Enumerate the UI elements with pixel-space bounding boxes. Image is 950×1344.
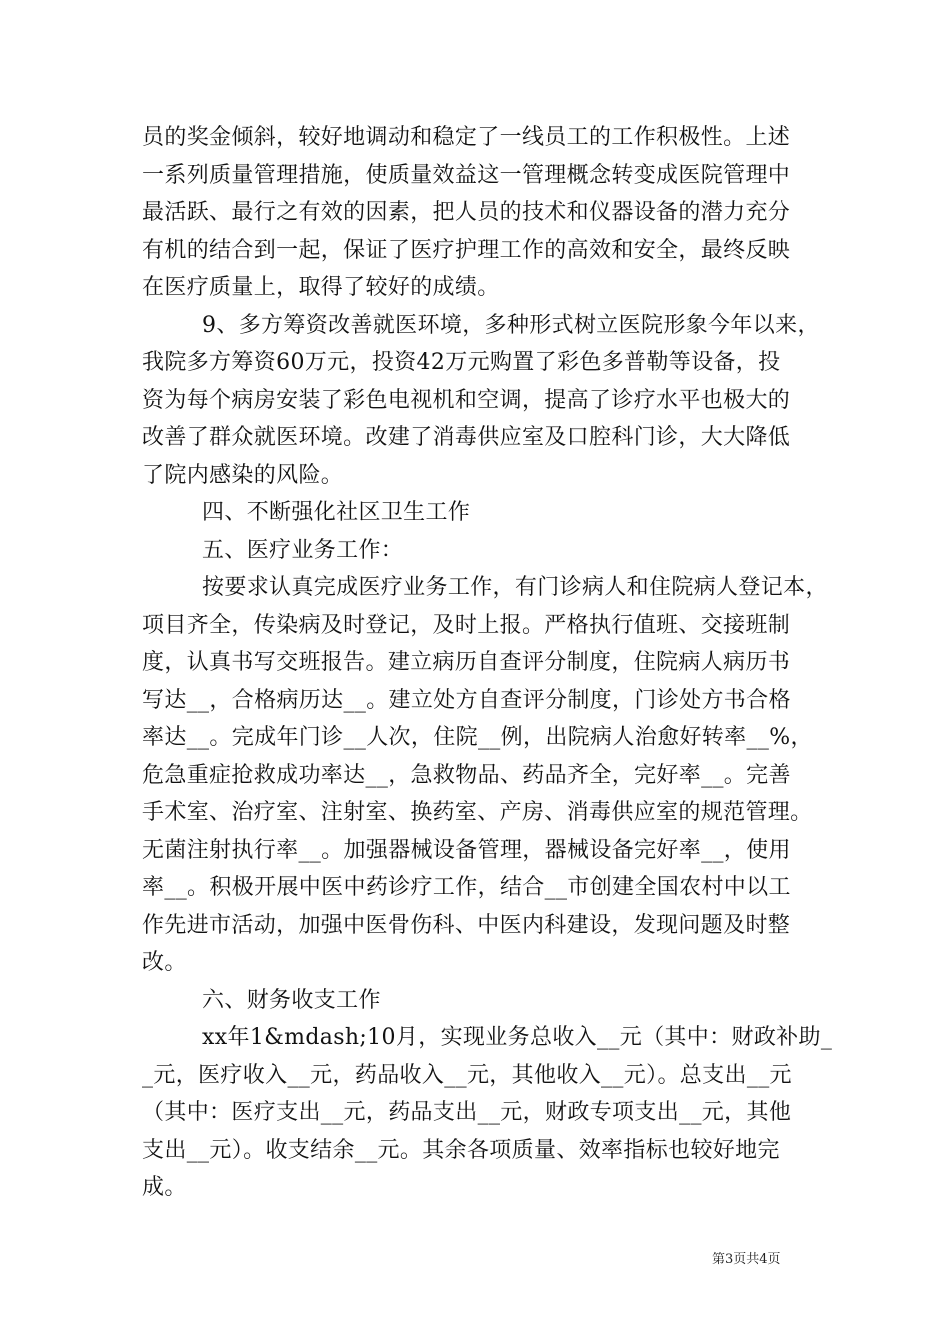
text-line: _元，医疗收入__元，药品收入__元，其他收入__元）。总支出__元 (142, 1062, 792, 1088)
text-line: 员的奖金倾斜，较好地调动和稳定了一线员工的工作积极性。上述 (142, 125, 791, 150)
paragraph-start-line: 9、多方筹资改善就医环境，多种形式树立医院形象今年以来， (202, 312, 820, 338)
text-line: 无菌注射执行率__。加强器械设备管理，器械设备完好率__，使用 (142, 837, 791, 863)
section-heading: 六、财务收支工作 (202, 987, 381, 1013)
text-line: （其中：医疗支出__元，药品支出__元，财政专项支出__元，其他 (142, 1100, 792, 1125)
text-line: 有机的结合到一起，保证了医疗护理工作的高效和安全，最终反映 (142, 237, 791, 263)
paragraph-start-line: 按要求认真完成医疗业务工作，有门诊病人和住院病人登记本， (202, 575, 828, 600)
text-line: 改。 (142, 950, 187, 975)
text-line: 支出__元）。收支结余__元。其余各项质量、效率指标也较好地完 (142, 1137, 780, 1163)
section-heading: 五、医疗业务工作： (202, 537, 404, 563)
text-line: 率达__。完成年门诊__人次，住院__例，出院病人治愈好转率__%， (142, 725, 813, 750)
text-line: 一系列质量管理措施，使质量效益这一管理概念转变成医院管理中 (142, 162, 791, 188)
text-line: 项目齐全，传染病及时登记，及时上报。严格执行值班、交接班制 (142, 612, 791, 638)
text-line: 作先进市活动，加强中医骨伤科、中医内科建设，发现问题及时整 (142, 912, 791, 938)
text-line: 最活跃、最行之有效的因素，把人员的技术和仪器设备的潜力充分 (142, 200, 791, 225)
text-line: 了院内感染的风险。 (142, 462, 344, 488)
text-line: 度，认真书写交班报告。建立病历自查评分制度，住院病人病历书 (142, 650, 791, 675)
text-line: 危急重症抢救成功率达__，急救物品、药品齐全，完好率__。完善 (142, 762, 791, 788)
text-line: 率__。积极开展中医中药诊疗工作，结合__市创建全国农村中以工 (142, 875, 791, 900)
text-line: 写达__，合格病历达__。建立处方自查评分制度，门诊处方书合格 (142, 687, 791, 713)
page-number: 第3页共4页 (712, 1252, 781, 1267)
text-line: 资为每个病房安装了彩色电视机和空调，提高了诊疗水平也极大的 (142, 387, 791, 413)
text-line: 手术室、治疗室、注射室、换药室、产房、消毒供应室的规范管理。 (142, 800, 813, 825)
text-line: 成。 (142, 1175, 187, 1200)
paragraph-start-line: xx年1&mdash;10月，实现业务总收入__元（其中：财政补助_ (202, 1025, 833, 1050)
text-line: 改善了群众就医环境。改建了消毒供应室及口腔科门诊，大大降低 (142, 425, 791, 450)
text-line: 在医疗质量上，取得了较好的成绩。 (142, 275, 500, 300)
section-heading: 四、不断强化社区卫生工作 (202, 500, 471, 525)
text-line: 我院多方筹资60万元，投资42万元购置了彩色多普勒等设备，投 (142, 350, 781, 375)
document-body (142, 119, 833, 1207)
